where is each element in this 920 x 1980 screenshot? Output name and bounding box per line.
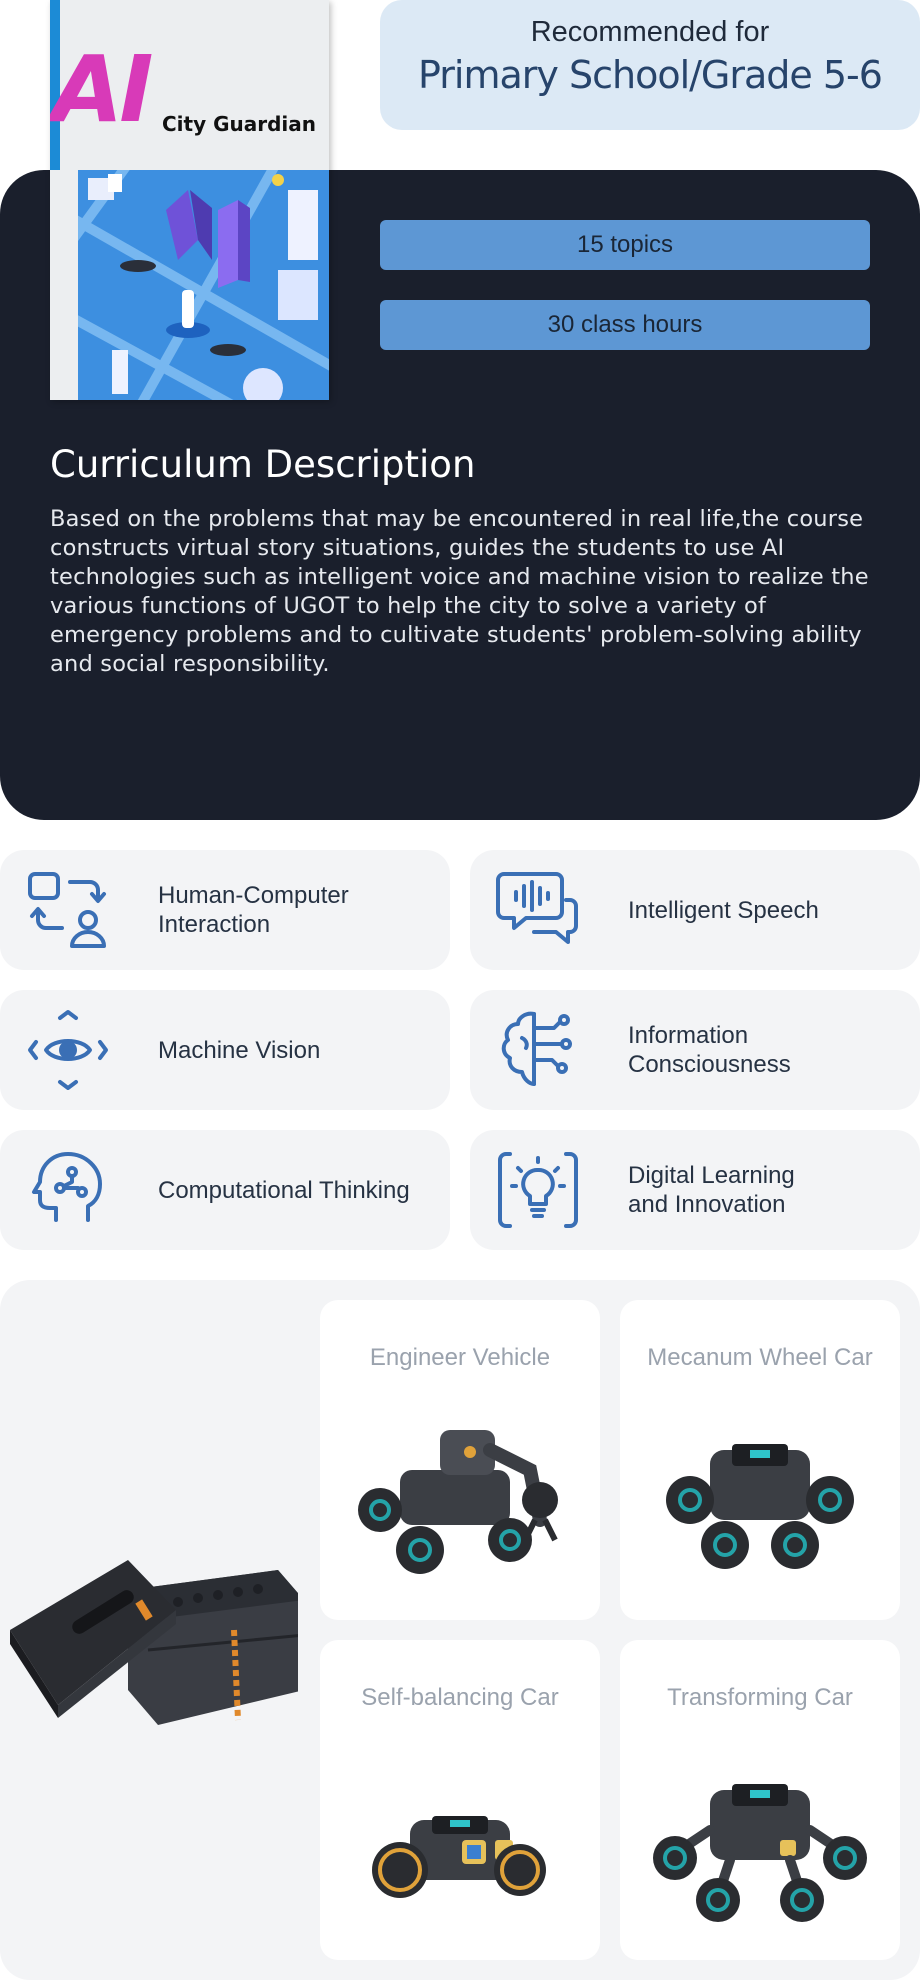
feature-card-machine-vision xyxy=(0,990,450,1110)
curriculum-heading: Curriculum Description xyxy=(50,443,476,486)
human-computer-interaction-icon xyxy=(26,868,110,952)
feature-label: Human-Computer Interaction xyxy=(158,882,349,938)
recommended-box xyxy=(380,0,920,130)
transforming-car-image xyxy=(640,1740,880,1940)
robot-name: Engineer Vehicle xyxy=(369,1344,551,1371)
eye-icon xyxy=(26,1008,110,1092)
lightbulb-icon xyxy=(496,1148,580,1232)
feature-label: Computational Thinking xyxy=(158,1176,410,1204)
robot-card-self-balancing-car[interactable] xyxy=(320,1640,600,1960)
feature-card-digital-learning xyxy=(470,1130,920,1250)
robot-name: Mecanum Wheel Car xyxy=(647,1344,873,1371)
speech-icon xyxy=(496,868,580,952)
feature-label: Digital Learning and Innovation xyxy=(628,1162,795,1218)
self-balancing-car-image xyxy=(340,1740,580,1940)
robot-card-engineer-vehicle[interactable] xyxy=(320,1300,600,1620)
robot-card-transforming-car[interactable] xyxy=(620,1640,900,1960)
head-circuit-icon xyxy=(26,1148,110,1232)
feature-card-computational-thinking xyxy=(0,1130,450,1250)
feature-card-intelligent-speech xyxy=(470,850,920,970)
feature-card-human-computer-interaction xyxy=(0,850,450,970)
class-hours-badge: 30 class hours xyxy=(380,300,870,350)
controller-box-image xyxy=(8,1540,298,1740)
book-cover xyxy=(50,0,329,400)
book-title: City Guardian xyxy=(162,112,317,136)
book-logo: AI xyxy=(52,36,150,143)
robot-card-mecanum-wheel-car[interactable] xyxy=(620,1300,900,1620)
engineer-vehicle-image xyxy=(340,1400,580,1600)
brain-circuit-icon xyxy=(496,1008,580,1092)
feature-label: Information Consciousness xyxy=(628,1022,791,1078)
feature-label: Intelligent Speech xyxy=(628,896,819,924)
mecanum-wheel-car-image xyxy=(640,1400,880,1600)
feature-label: Machine Vision xyxy=(158,1036,321,1064)
recommended-label: Recommended for xyxy=(530,16,770,48)
robot-name: Transforming Car xyxy=(667,1684,853,1711)
curriculum-description: Based on the problems that may be encountered in real life,the course constructs virtual story situations, guides the students to use AI technologies such as intelligent voice and machine vision to realize the various functions of UGOT to help the city to solve a variety of emergency problems and to cultivate students' problem-solving ability and social responsibility. xyxy=(50,506,869,677)
city-illustration xyxy=(78,170,329,400)
topics-badge: 15 topics xyxy=(380,220,870,270)
feature-card-information-consciousness xyxy=(470,990,920,1110)
robot-name: Self-balancing Car xyxy=(361,1684,559,1711)
grade-level: Primary School/Grade 5-6 xyxy=(418,53,882,97)
